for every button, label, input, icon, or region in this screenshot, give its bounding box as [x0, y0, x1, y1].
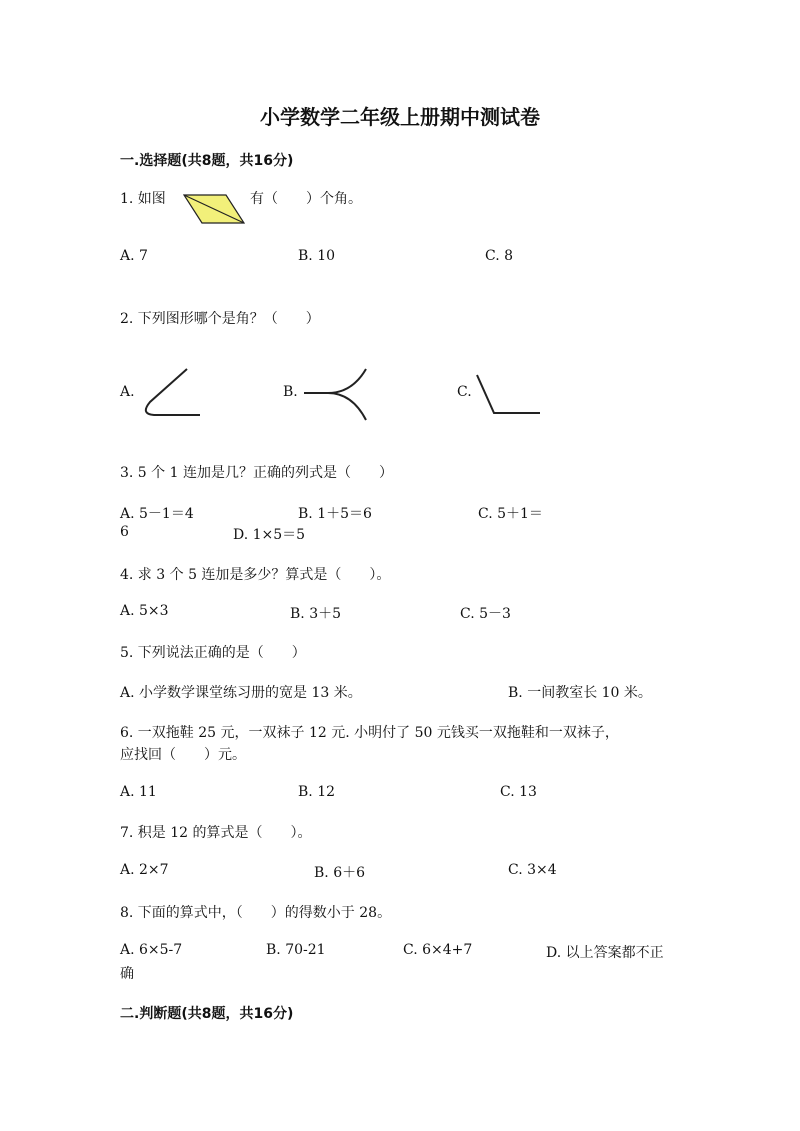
q2-stem: 2. 下列图形哪个是角？（ ）	[120, 311, 320, 327]
q7-option-a: A. 2×7	[120, 862, 169, 878]
q6-stem-line2: 应找回（ ）元。	[120, 747, 246, 763]
q7-stem: 7. 积是 12 的算式是（ ）。	[120, 825, 312, 841]
q6-option-b: B. 12	[298, 784, 336, 800]
q3-stem: 3. 5 个 1 连加是几？正确的列式是（ ）	[120, 465, 393, 481]
q4-stem: 4. 求 3 个 5 连加是多少？算式是（ ）。	[120, 567, 391, 583]
q5-option-a: A. 小学数学课堂练习册的宽是 13 米。	[120, 685, 362, 701]
q6-stem-line1: 6. 一双拖鞋 25 元，一双袜子 12 元. 小明付了 50 元钱买一双拖鞋和一双袜子，	[120, 725, 619, 741]
q4-option-b: B. 3＋5	[290, 606, 342, 622]
q7-option-b: B. 6＋6	[314, 865, 366, 881]
section-heading-judgement: 二.判断题(共8题，共16分)	[120, 1006, 294, 1022]
q2-label-b: B.	[283, 384, 298, 400]
q2-label-c: C.	[457, 384, 472, 400]
q1-option-a: A. 7	[120, 248, 148, 264]
q4-option-a: A. 5×3	[120, 603, 169, 619]
angle-figure-c	[472, 372, 544, 418]
q3-option-d: D. 1×5＝5	[233, 527, 306, 543]
q8-stem: 8. 下面的算式中，（ ）的得数小于 28。	[120, 905, 392, 921]
q2-label-a: A.	[120, 384, 135, 400]
q3-option-a: A. 5－1＝4	[120, 506, 194, 522]
q5-option-b: B. 一间教室长 10 米。	[508, 685, 652, 701]
q3-option-c-wrap: 6	[120, 524, 129, 540]
q8-option-d: D. 以上答案都不正	[546, 945, 664, 961]
q8-option-c: C. 6×4+7	[403, 942, 473, 958]
q6-option-a: A. 11	[120, 784, 157, 800]
q3-option-b: B. 1＋5＝6	[298, 506, 372, 522]
q6-option-c: C. 13	[500, 784, 537, 800]
q8-option-b: B. 70-21	[266, 942, 326, 958]
curve-figure-b	[302, 366, 374, 424]
q4-option-c: C. 5－3	[460, 606, 511, 622]
parallelogram-figure	[182, 193, 246, 227]
section-heading-choice: 一.选择题(共8题，共16分)	[120, 153, 294, 169]
q7-option-c: C. 3×4	[508, 862, 557, 878]
q1-stem-suffix: 有（ ）个角。	[250, 191, 362, 207]
angle-figure-a	[140, 366, 204, 420]
q1-stem-prefix: 1. 如图	[120, 191, 166, 207]
q1-option-b: B. 10	[298, 248, 336, 264]
q1-option-c: C. 8	[485, 248, 514, 264]
q8-option-a: A. 6×5-7	[120, 942, 183, 958]
q5-stem: 5. 下列说法正确的是（ ）	[120, 645, 306, 661]
page-title: 小学数学二年级上册期中测试卷	[260, 105, 540, 129]
q8-option-d-wrap: 确	[120, 966, 134, 982]
q3-option-c: C. 5＋1＝	[478, 506, 543, 522]
